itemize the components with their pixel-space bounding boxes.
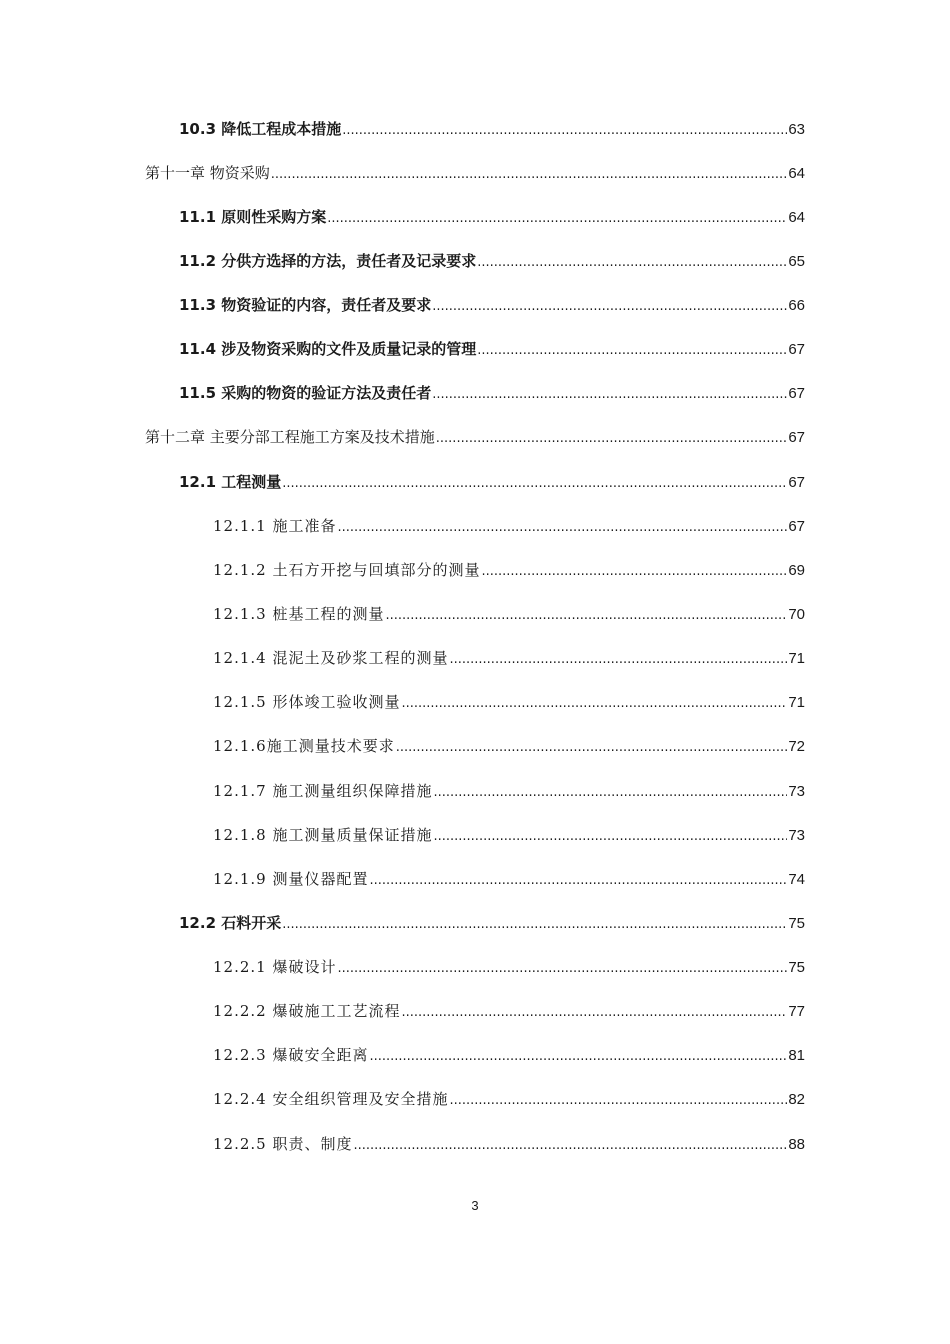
toc-entry-title: 12.1.3 桩基工程的测量 [213, 605, 385, 623]
toc-entry-12-1-6[interactable] [213, 735, 805, 756]
toc-entry-12-2-1[interactable] [213, 956, 805, 977]
toc-entry-page: 71 [788, 694, 805, 711]
toc-leader-dots [477, 252, 787, 270]
toc-entry-page: 64 [788, 165, 805, 182]
toc-entry-11-4[interactable] [179, 338, 805, 359]
toc-entry-page: 65 [788, 253, 805, 270]
toc-entry-12-2-2[interactable] [213, 1000, 805, 1021]
toc-entry-title: 11.2 分供方选择的方法，责任者及记录要求 [179, 252, 477, 270]
toc-entry-page: 67 [788, 474, 805, 491]
toc-entry-page: 73 [788, 783, 805, 800]
toc-entry-page: 82 [788, 1091, 805, 1108]
toc-entry-title: 12.1.9 测量仪器配置 [213, 870, 369, 888]
toc-leader-dots [432, 384, 787, 402]
toc-entry-12-1-2[interactable] [213, 559, 805, 580]
toc-entry-page: 67 [788, 385, 805, 402]
toc-entry-page: 75 [788, 915, 805, 932]
toc-entry-title: 第十一章 物资采购 [145, 164, 270, 182]
toc-entry-title: 12.1.5 形体竣工验收测量 [213, 693, 401, 711]
toc-leader-dots [432, 296, 787, 314]
toc-entry-title: 12.1.2 土石方开挖与回填部分的测量 [213, 561, 481, 579]
toc-entry-12-1-4[interactable] [213, 647, 805, 668]
toc-entry-12-1-9[interactable] [213, 868, 805, 889]
toc-entry-12-1-8[interactable] [213, 824, 805, 845]
toc-entry-page: 88 [788, 1136, 805, 1153]
toc-leader-dots [369, 1046, 787, 1064]
toc-entry-page: 66 [788, 297, 805, 314]
toc-leader-dots [401, 693, 787, 711]
toc-leader-dots [436, 428, 788, 446]
toc-entry-page: 70 [788, 606, 805, 623]
toc-entry-title: 11.1 原则性采购方案 [179, 208, 327, 226]
toc-entry-page: 69 [788, 562, 805, 579]
toc-entry-12-2-5[interactable] [213, 1133, 805, 1154]
page-number: 3 [471, 1198, 479, 1213]
toc-entry-page: 67 [788, 341, 805, 358]
toc-entry-12-1[interactable] [179, 471, 805, 492]
toc-entry-page: 77 [788, 1003, 805, 1020]
toc-entry-title: 11.5 采购的物资的验证方法及责任者 [179, 384, 432, 402]
toc-entry-page: 67 [788, 429, 805, 446]
toc-leader-dots [271, 164, 788, 182]
toc-entry-page: 73 [788, 827, 805, 844]
toc-entry-11-3[interactable] [179, 294, 805, 315]
toc-leader-dots [396, 737, 788, 755]
toc-leader-dots [477, 340, 787, 358]
toc-leader-dots [433, 782, 787, 800]
toc-leader-dots [337, 958, 787, 976]
toc-entry-page: 75 [788, 959, 805, 976]
toc-entry-title: 12.2.3 爆破安全距离 [213, 1046, 369, 1064]
toc-entry-10-3[interactable] [179, 118, 805, 139]
toc-leader-dots [282, 914, 787, 932]
toc-entry-title: 第十二章 主要分部工程施工方案及技术措施 [145, 428, 435, 446]
toc-entry-title: 12.2 石料开采 [179, 914, 282, 932]
toc-entry-12-1-5[interactable] [213, 691, 805, 712]
toc-entry-title: 11.3 物资验证的内容，责任者及要求 [179, 296, 432, 314]
toc-entry-title: 12.1.1 施工准备 [213, 517, 337, 535]
toc-entry-chapter-11[interactable] [145, 162, 805, 183]
toc-entry-12-1-7[interactable] [213, 780, 805, 801]
toc-entry-title: 12.2.2 爆破施工工艺流程 [213, 1002, 401, 1020]
toc-leader-dots [401, 1002, 787, 1020]
toc-entry-page: 71 [788, 650, 805, 667]
toc-entry-11-1[interactable] [179, 206, 805, 227]
toc-entry-page: 67 [788, 518, 805, 535]
toc-entry-11-5[interactable] [179, 382, 805, 403]
toc-entry-page: 64 [788, 209, 805, 226]
toc-entry-12-2-4[interactable] [213, 1088, 805, 1109]
toc-leader-dots [342, 120, 787, 138]
toc-entry-12-2[interactable] [179, 912, 805, 933]
toc-leader-dots [385, 605, 787, 623]
toc-leader-dots [337, 517, 787, 535]
toc-entry-title: 12.1 工程测量 [179, 473, 282, 491]
toc-entry-chapter-12[interactable] [145, 426, 805, 447]
toc-entry-title: 12.1.6施工测量技术要求 [213, 737, 395, 755]
toc-leader-dots [433, 826, 787, 844]
toc-entry-title: 12.1.8 施工测量质量保证措施 [213, 826, 433, 844]
toc-leader-dots [449, 649, 787, 667]
toc-entry-12-2-3[interactable] [213, 1044, 805, 1065]
toc-entry-title: 12.2.4 安全组织管理及安全措施 [213, 1090, 449, 1108]
toc-entry-page: 72 [788, 738, 805, 755]
toc-entry-title: 12.1.4 混泥土及砂浆工程的测量 [213, 649, 449, 667]
toc-leader-dots [353, 1135, 787, 1153]
toc-entry-title: 11.4 涉及物资采购的文件及质量记录的管理 [179, 340, 477, 358]
toc-entry-page: 81 [788, 1047, 805, 1064]
toc-leader-dots [449, 1090, 787, 1108]
toc-entry-page: 63 [788, 121, 805, 138]
toc-entry-title: 12.2.5 职责、制度 [213, 1135, 353, 1153]
toc-entry-11-2[interactable] [179, 250, 805, 271]
toc-leader-dots [327, 208, 787, 226]
toc-entry-12-1-3[interactable] [213, 603, 805, 624]
toc-entry-title: 12.2.1 爆破设计 [213, 958, 337, 976]
toc-leader-dots [369, 870, 787, 888]
toc-entry-12-1-1[interactable] [213, 515, 805, 536]
toc-entry-title: 10.3 降低工程成本措施 [179, 120, 342, 138]
toc-entry-title: 12.1.7 施工测量组织保障措施 [213, 782, 433, 800]
toc-leader-dots [282, 473, 787, 491]
toc-leader-dots [481, 561, 787, 579]
toc-entry-page: 74 [788, 871, 805, 888]
